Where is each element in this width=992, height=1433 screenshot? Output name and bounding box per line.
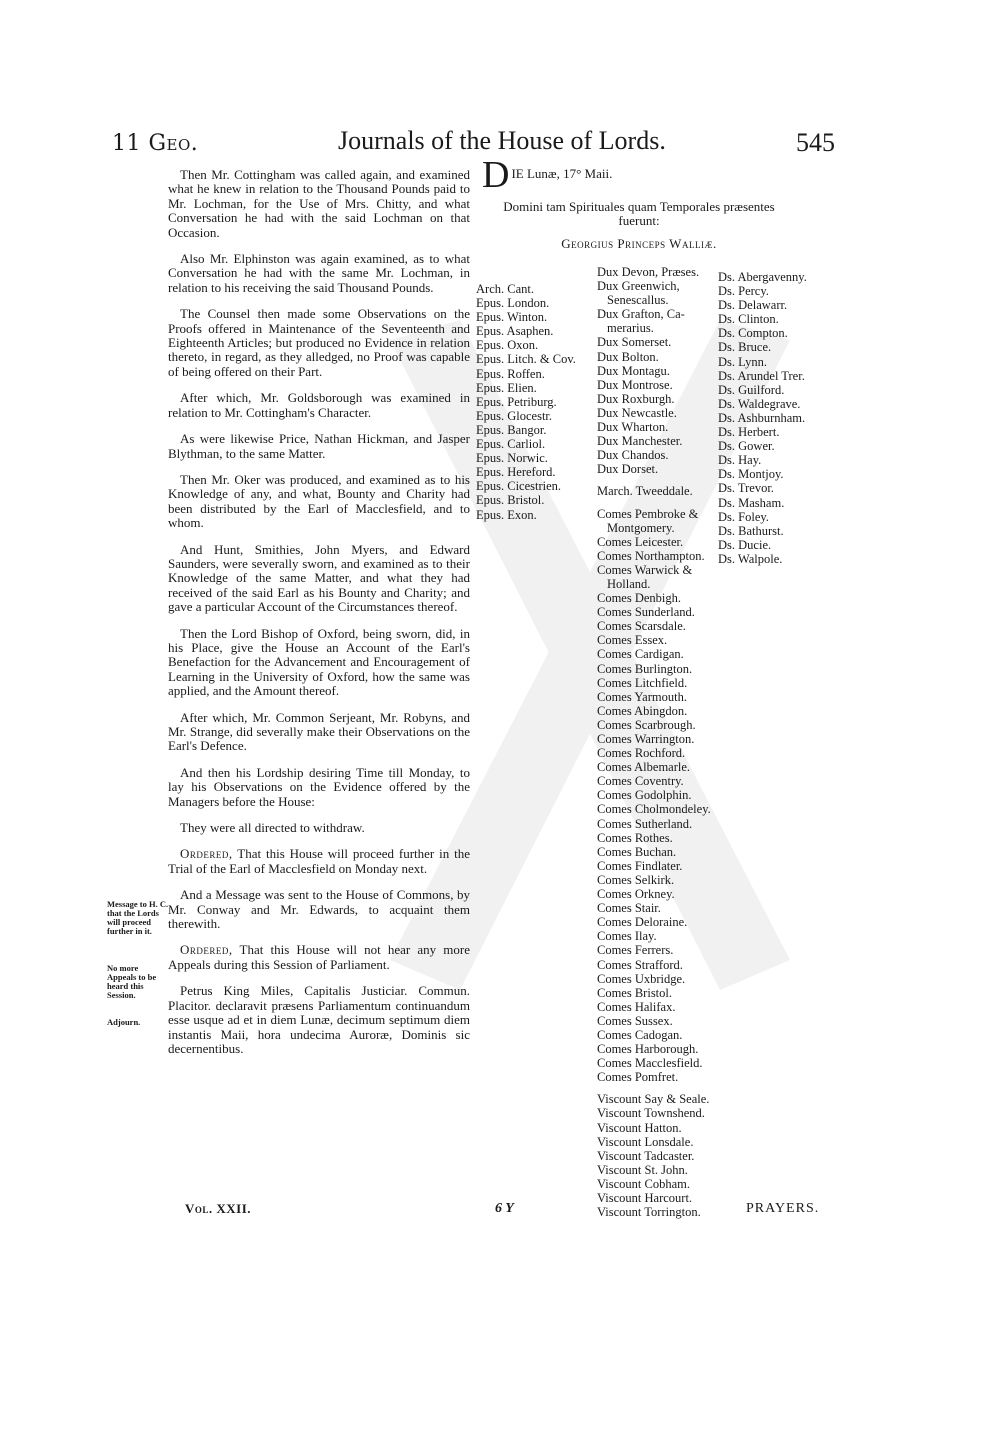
list-item: Comes Uxbridge. <box>597 971 686 986</box>
date-line: IE Lunæ, 17° Maii. <box>511 166 613 181</box>
list-item: Epus. Bristol. <box>476 493 545 508</box>
list-item: Ds. Ducie. <box>718 537 772 552</box>
list-item: Dux Newcastle. <box>597 405 677 420</box>
list-item: Comes Macclesfield. <box>597 1056 703 1071</box>
list-item: Comes Pomfret. <box>597 1070 679 1085</box>
list-item: Comes Buchan. <box>597 844 677 859</box>
list-item: Viscount Tadcaster. <box>597 1148 695 1163</box>
list-item: Ds. Walpole. <box>718 551 783 566</box>
message-paragraph: And a Message was sent to the House of Commons, by Mr. Conway and Mr. Edwards, to acquaint them therewith. <box>168 887 470 932</box>
list-item: Ds. Compton. <box>718 326 788 341</box>
attendance-heading: Domini tam Spirituales quam Temporales præsentes fuerunt: <box>503 199 775 228</box>
list-item: Comes Litchfield. <box>597 675 688 690</box>
temporal-lords-list <box>597 265 711 1219</box>
list-item: Comes Yarmouth. <box>597 689 687 704</box>
list-item: Comes Selkirk. <box>597 872 675 887</box>
list-item: March. Tweeddale. <box>597 484 693 499</box>
order-text: That this House will proceed further in the Trial of the Earl of Macclesfield on Monday next. <box>168 846 470 876</box>
paragraph: And Hunt, Smithies, John Myers, and Edward Saunders, were severally sworn, and examined as to their Knowledge of the same Matter, and what they had received of the said Earl as his Bounty and Charity; and gave a particular Account of the Circumstances thereof. <box>168 541 470 615</box>
list-item: Comes Burlington. <box>597 661 693 676</box>
list-item: Epus. Oxon. <box>476 338 539 353</box>
list-item: Ds. Clinton. <box>718 312 779 327</box>
list-item: Comes Sussex. <box>597 1013 673 1028</box>
list-item: Arch. Cant. <box>476 282 534 296</box>
page-number: 545 <box>796 128 835 157</box>
catchword: PRAYERS. <box>746 1201 820 1216</box>
paragraph: The Counsel then made some Observations on the Proofs offered in Maintenance of the Seventeenth and Eighteenth Articles; but produced no Evidence in relation thereto, in regard, as they alledged, no Proof was capable of being offered on their Part. <box>168 306 470 379</box>
list-item: Epus. Litch. & Cov. <box>476 352 576 367</box>
list-item: Comes Leicester. <box>597 534 684 549</box>
list-item: Ds. Arundel Trer. <box>718 368 805 383</box>
list-item: Epus. Petriburg. <box>476 394 557 409</box>
paragraph: And then his Lordship desiring Time till Monday, to lay his Observations on the Evidence offered by the Managers before the House: <box>168 764 470 809</box>
barons-list <box>718 270 807 566</box>
list-item: Ds. Foley. <box>718 509 769 524</box>
list-item: Comes Bristol. <box>597 985 673 1000</box>
list-item: Epus. Cicestrien. <box>476 479 562 494</box>
list-item: Comes Cadogan. <box>597 1027 683 1042</box>
list-item: Comes Rothes. <box>597 830 673 845</box>
list-item: Comes Northampton. <box>597 548 705 563</box>
list-item: Dux Manchester. <box>597 434 683 449</box>
margin-note-appeals: No more Appeals to be heard this Session. <box>107 963 157 1000</box>
list-item: Dux Devon, Præses. <box>597 265 700 279</box>
list-item: Dux Grafton, Ca- <box>597 307 685 322</box>
paragraph: After which, Mr. Common Serjeant, Mr. Robyns, and Mr. Strange, did severally make their Observations on the Earl's Defence. <box>168 709 470 754</box>
list-item: Comes Sutherland. <box>597 816 693 831</box>
list-item: Comes Godolphin. <box>597 788 692 803</box>
list-item: Ds. Bathurst. <box>718 523 784 538</box>
list-item: Ds. Abergavenny. <box>718 270 807 284</box>
list-item: Viscount St. John. <box>597 1162 688 1177</box>
list-item: Montgomery. <box>607 520 675 535</box>
list-item: Comes Warwick & <box>597 562 693 577</box>
list-item: Comes Stair. <box>597 901 661 916</box>
list-item: Ds. Percy. <box>718 284 769 299</box>
list-item: Epus. London. <box>476 296 550 311</box>
list-item: Ds. Waldegrave. <box>718 396 801 411</box>
list-item: Ds. Guilford. <box>718 382 785 397</box>
list-item: Dux Greenwich, <box>597 279 680 294</box>
list-item: Ds. Montjoy. <box>718 467 784 482</box>
adjournment-paragraph: Petrus King Miles, Capitalis Justiciar. Commun. Placitor. declaravit præsens Parliamentum continuandum esse usque ad et in diem Lunæ, decimum septimum diem instantis Maii, hora undecima Auroræ, Dominis sic decernentibus. <box>168 983 470 1056</box>
ordered-label: Ordered, <box>180 942 233 958</box>
paragraph: As were likewise Price, Nathan Hickman, and Jasper Blythman, to the same Matter. <box>168 431 470 461</box>
list-item: Viscount Hatton. <box>597 1120 682 1135</box>
list-item: Dux Montrose. <box>597 377 673 392</box>
list-item: Comes Findlater. <box>597 858 683 873</box>
list-item: Dux Roxburgh. <box>597 391 675 406</box>
list-item: merarius. <box>607 321 654 336</box>
order-paragraph <box>168 943 470 972</box>
order-text: That this House will not hear any more Appeals during this Session of Parliament. <box>168 942 470 972</box>
list-item: Comes Ferrers. <box>597 943 674 958</box>
list-item: Ds. Masham. <box>718 495 785 510</box>
drop-cap: D <box>482 154 510 196</box>
list-item: Comes Albemarle. <box>597 760 691 775</box>
list-item: Comes Essex. <box>597 633 668 648</box>
list-item: Dux Dorset. <box>597 462 659 477</box>
list-item: Ds. Hay. <box>718 453 762 468</box>
list-item: Epus. Hereford. <box>476 465 556 480</box>
margin-note-adjourn: Adjourn. <box>107 1017 141 1027</box>
list-item: Comes Halifax. <box>597 999 676 1014</box>
list-item: Comes Warrington. <box>597 732 695 746</box>
list-item: Viscount Lonsdale. <box>597 1134 694 1149</box>
list-item: Dux Bolton. <box>597 349 659 364</box>
paragraph: Then Mr. Oker was produced, and examined as to his Knowledge of any, and what, Bounty and Charity had been distributed by the Earl of Macclesfield, and to whom. <box>168 471 470 531</box>
ordered-label: Ordered, <box>180 846 233 862</box>
list-item: Epus. Carliol. <box>476 437 546 452</box>
paragraph: After which, Mr. Goldsborough was examined in relation to Mr. Cottingham's Character. <box>168 390 470 420</box>
list-item: Comes Denbigh. <box>597 591 682 606</box>
paragraph: Then the Lord Bishop of Oxford, being sworn, did, in his Place, give the House an Account of the Earl's Benefaction for the Advancement and Encouragement of Learning in the University of Oxford, how the same was applied, and the Amount thereof. <box>168 625 470 699</box>
list-item: Ds. Ashburnham. <box>718 410 806 425</box>
list-item: Comes Rochford. <box>597 746 686 761</box>
list-item: Comes Orkney. <box>597 887 675 902</box>
page-title: Journals of the House of Lords. <box>338 126 666 155</box>
list-item: Ds. Delawarr. <box>718 298 788 313</box>
list-item: Comes Sunderland. <box>597 605 695 620</box>
list-item: Comes Pembroke & <box>597 506 699 521</box>
header-regnal-year: 11 Geo. <box>112 131 199 156</box>
list-item: Viscount Say & Seale. <box>597 1092 710 1107</box>
margin-note-message: Message to H. C. that the Lords will proceed further in it. <box>107 899 169 936</box>
left-column <box>168 168 470 1068</box>
list-item: Epus. Exon. <box>476 507 537 522</box>
list-item: Viscount Harcourt. <box>597 1191 693 1205</box>
list-item: Epus. Roffen. <box>476 366 545 381</box>
list-item: Viscount Cobham. <box>597 1176 690 1191</box>
list-item: Comes Strafford. <box>597 957 683 972</box>
list-item: Comes Scarsdale. <box>597 619 686 634</box>
list-item: Holland. <box>607 576 651 591</box>
list-item: Epus. Asaphen. <box>476 324 554 339</box>
list-item: Epus. Glocestr. <box>476 408 553 423</box>
signature-mark: 6 Y <box>495 1201 514 1216</box>
list-item: Ds. Trevor. <box>718 481 774 496</box>
list-item: Dux Montagu. <box>597 363 670 378</box>
list-item: Epus. Elien. <box>476 380 537 395</box>
list-item: Viscount Torrington. <box>597 1205 701 1220</box>
paragraph: They were all directed to withdraw. <box>180 820 365 836</box>
list-item: Comes Cardigan. <box>597 647 684 662</box>
sitting-date <box>482 154 812 196</box>
order-paragraph <box>168 847 470 876</box>
list-item: Senescallus. <box>607 293 669 308</box>
list-item: Epus. Winton. <box>476 310 548 325</box>
list-item: Comes Ilay. <box>597 929 657 944</box>
bishops-list <box>476 282 576 522</box>
list-item: Viscount Townshend. <box>597 1106 705 1121</box>
list-item: Epus. Norwic. <box>476 451 548 466</box>
prince-of-wales: Georgius Princeps Walliæ. <box>561 236 717 251</box>
list-item: Ds. Bruce. <box>718 340 772 355</box>
list-item: Comes Coventry. <box>597 774 684 789</box>
list-item: Epus. Bangor. <box>476 422 547 437</box>
paragraph: Also Mr. Elphinston was again examined, as to what Conversation he had with the same Mr. Lochman, in relation to his receiving the said Thousand Pounds. <box>168 251 470 295</box>
list-item: Comes Scarbrough. <box>597 717 696 732</box>
list-item: Comes Cholmondeley. <box>597 802 711 817</box>
list-item: Comes Deloraine. <box>597 915 688 930</box>
list-item: Dux Wharton. <box>597 420 669 435</box>
volume-label: Vol. XXII. <box>185 1201 252 1216</box>
list-item: Ds. Gower. <box>718 439 775 454</box>
list-item: Ds. Lynn. <box>718 354 767 369</box>
paragraph: Then Mr. Cottingham was called again, and examined what he knew in relation to the Thousand Pounds paid to Mr. Lochman, for the Use of Mrs. Chitty, and what Conversation he had with the said Lochman on that Occasion. <box>168 167 470 240</box>
list-item: Ds. Herbert. <box>718 425 780 440</box>
list-item: Comes Abingdon. <box>597 703 688 718</box>
list-item: Dux Chandos. <box>597 448 669 463</box>
list-item: Dux Somerset. <box>597 335 672 350</box>
list-item: Comes Harborough. <box>597 1042 699 1057</box>
